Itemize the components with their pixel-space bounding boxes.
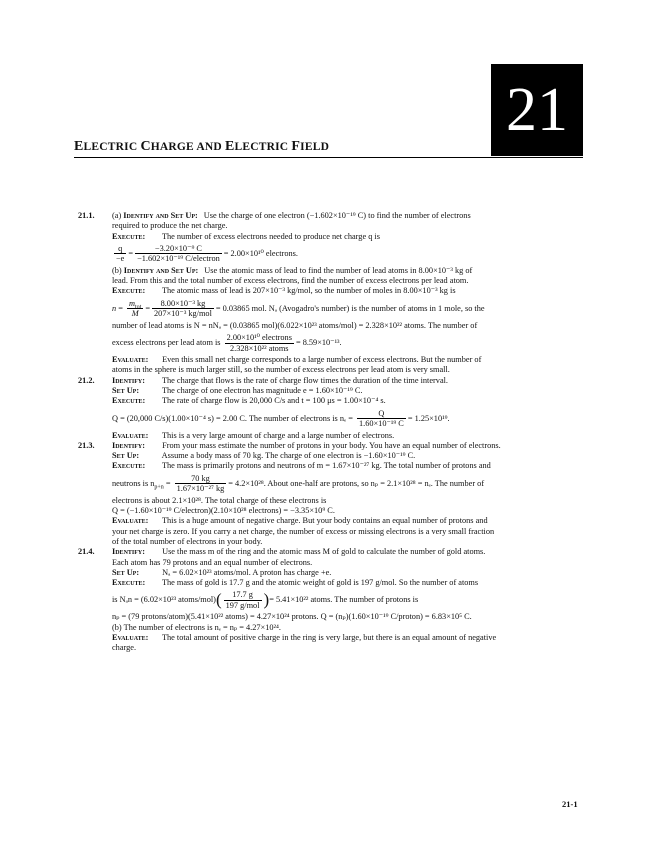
body-text: Use the charge of one electron (−1.602×10⁻¹⁹ C) to find the number of electrons	[203, 211, 471, 220]
step-label: Identify and Set Up:	[123, 265, 199, 275]
body-text: The rate of charge flow is 20,000 C/s and t = 100 μs = 1.00×10⁻⁴ s.	[161, 396, 386, 406]
body-text: The number of excess electrons needed to produce net charge q is	[161, 231, 380, 241]
solutions-content	[78, 211, 583, 654]
part-label: (b)	[112, 265, 122, 275]
body-text: Assume a body mass of 70 kg. The charge of one electron is −1.60×10⁻¹⁹ C.	[161, 451, 416, 461]
title-part: IELD	[300, 141, 330, 153]
body-text: Q = (−1.60×10⁻¹⁹ C/electron)(2.10×10²⁸ electrons) = −3.35×10⁹ C.	[112, 506, 335, 516]
chapter-number-box	[491, 64, 583, 156]
body-text: The number of electrons is nₑ = nₚ = 4.27×10²⁴.	[123, 622, 281, 632]
problem-21-2	[78, 376, 583, 441]
body-text: atoms in the sphere is much larger still, so the number of excess electrons per lead atom is very small.	[112, 365, 450, 375]
title-cap: E	[224, 139, 235, 154]
fraction-numerator: 70 kg	[175, 474, 227, 485]
title-cap: C	[140, 139, 151, 154]
page-number: 21-1	[562, 799, 578, 809]
equation: n = $\frac{m_{tot}}{M}$ = $\frac{\text{8.00×10⁻³ kg}}{\text{207×10⁻³ kg/mol}}$ = 0.03865 mol. Nₐ (Avogadro's number) is the number of atoms in 1 mole, so the	[112, 298, 485, 319]
body-text: lead. From this and the total number of excess electrons, find the number of excess electrons per lead atom.	[112, 276, 469, 286]
body-text: charge.	[112, 643, 137, 653]
fraction-denominator: −e	[116, 254, 125, 264]
fraction-numerator: Q	[357, 409, 406, 420]
title-part: LECTRIC	[234, 141, 292, 153]
problem-number: 21.1.	[78, 211, 95, 220]
body-text: Even this small net charge corresponds to a large number of excess electrons. But the number of	[162, 355, 482, 365]
body-text: Nₐ = 6.02×10²³ atoms/mol. A proton has charge +e.	[162, 567, 332, 577]
problem-number: 21.3.	[78, 440, 95, 450]
step-label: Identify:	[112, 547, 145, 557]
body-text: This is a huge amount of negative charge. But your body contains an equal number of protons and	[161, 516, 488, 526]
problem-21-3	[78, 441, 583, 547]
fraction-denominator: 207×10⁻³ kg/mol	[154, 309, 212, 319]
step-label: Set Up:	[112, 385, 140, 395]
problem-21-1	[78, 211, 583, 376]
step-label: Identify:	[112, 440, 145, 450]
step-label: Evaluate:	[112, 516, 149, 526]
equation-result: = 4.2×10²⁸. About one-half are protons, so nₚ = 2.1×10²⁸ = nₑ. The number of	[228, 478, 485, 488]
fraction-denominator: 1.67×10⁻²⁷ kg	[176, 484, 225, 494]
equation: $\frac{q}{-e}$ = $\frac{\text{−3.20×10⁻⁹ C}}{\text{−1.602×10⁻¹⁹ C/electron}}$ = 2.00×10¹⁰ electrons.	[116, 243, 298, 264]
fraction-numerator: 17.7 g	[224, 590, 262, 601]
equation-result: = 1.25×10¹⁹.	[407, 413, 450, 423]
body-text: Q = (20,000 C/s)(1.00×10⁻⁴ s) = 2.00 C. The number of electrons is nₑ =	[112, 413, 353, 423]
title-part: HARGE AND	[150, 141, 225, 153]
step-label: Set Up:	[112, 567, 140, 577]
step-label: Execute:	[112, 396, 146, 406]
equation: neutrons is $n_{p+n}$ = $\frac{70 kg}{\text{1.67×10⁻²⁷ kg}}$ = 4.2×10²⁸. About one-half are protons, so nₚ = 2.1×10²⁸ = nₑ. The number of	[112, 473, 485, 494]
title-cap: E	[74, 139, 84, 154]
body-text: The mass of gold is 17.7 g and the atomic weight of gold is 197 g/mol. So the number of atoms	[161, 578, 479, 588]
body-text: The total amount of positive charge in the ring is very large, but there is an equal amount of negative	[161, 633, 497, 643]
equation-result: = 8.59×10⁻¹³.	[295, 337, 342, 347]
part-label: (b)	[112, 622, 122, 632]
problem-number: 21.2.	[78, 375, 95, 385]
chapter-number: 21	[506, 76, 568, 144]
part-label: (a)	[112, 211, 122, 220]
problem-21-4	[78, 547, 583, 653]
body-text: The charge of one electron has magnitude e = 1.60×10⁻¹⁹ C.	[161, 385, 363, 395]
fraction-numerator: −3.20×10⁻⁹ C	[135, 244, 222, 255]
body-text: required to produce the net charge.	[112, 221, 228, 231]
step-label: Execute:	[112, 461, 146, 471]
body-text: Use the mass m of the ring and the atomic mass M of gold to calculate the number of gold atoms.	[162, 547, 486, 557]
chapter-title	[74, 139, 329, 155]
title-cap: F	[291, 139, 301, 154]
body-text: electrons is about 2.1×10²⁸. The total charge of these electrons is	[112, 495, 327, 505]
fraction-denominator: 1.60×10⁻¹⁹ C	[358, 419, 404, 429]
body-text: The mass is primarily protons and neutrons of m = 1.67×10⁻²⁷ kg. The total number of protons and	[161, 461, 491, 471]
body-text: number of lead atoms is N = nNₐ = (0.03865 mol)(6.022×10²³ atoms/mol) = 2.328×10²² atoms. The number of	[112, 320, 478, 330]
body-text: From your mass estimate the number of protons in your body. You have an equal number of electrons.	[162, 440, 501, 450]
step-label: Identify and Set Up:	[123, 211, 198, 220]
step-label: Evaluate:	[112, 355, 149, 365]
fraction-denominator: 2.328×10²² atoms	[230, 343, 289, 353]
body-text: The atomic mass of lead is 207×10⁻³ kg/mol, so the number of moles in 8.00×10⁻³ kg is	[161, 286, 456, 296]
fraction-numerator: 8.00×10⁻³ kg	[152, 299, 214, 310]
title-part: LECTRIC	[83, 141, 141, 153]
body-text: excess electrons per lead atom is	[112, 337, 221, 347]
fraction-denominator: −1.602×10⁻¹⁹ C/electron	[137, 254, 220, 264]
step-label: Identify:	[112, 375, 145, 385]
equation-result: = 0.03865 mol. Nₐ (Avogadro's number) is the number of atoms in 1 mole, so the	[215, 303, 485, 313]
body-text: This is a very large amount of charge and a large number of electrons.	[161, 430, 395, 440]
step-label: Evaluate:	[112, 633, 149, 643]
step-label: Set Up:	[112, 451, 140, 461]
fraction-numerator: q	[114, 244, 126, 255]
equation-result: = 2.00×10¹⁰ electrons.	[223, 248, 298, 258]
equation	[112, 333, 583, 353]
step-label: Execute:	[112, 231, 146, 241]
fraction-numerator: 2.00×10¹⁰ electrons	[226, 333, 292, 343]
body-text: nₚ = (79 protons/atom)(5.41×10²² atoms) = 4.27×10²⁴ protons. Q = (nₚ)(1.60×10⁻¹⁹ C/proton) = 6.83×10⁵ C.	[112, 612, 472, 622]
equation	[112, 409, 583, 429]
problem-number: 21.4.	[78, 547, 95, 557]
body-text: is Nₐn = (6.02×10²³ atoms/mol)	[112, 595, 216, 605]
title-rule	[74, 157, 583, 158]
body-text: The charge that flows is the rate of charge flow times the duration of the time interval.	[161, 375, 449, 385]
equation-result: = 5.41×10²² atoms. The number of protons is	[269, 595, 419, 605]
step-label: Execute:	[112, 286, 146, 296]
body-text: of the total number of electrons in your body.	[112, 536, 263, 546]
body-text: your net charge is zero. If you carry a net charge, the number of excess or missing electrons is a very small fraction	[112, 526, 495, 536]
equation: is Nₐn = (6.02×10²³ atoms/mol)( $\frac{17.7 g}{\text{197 g/mol}}$ )= 5.41×10²² atoms. The number of protons is	[112, 590, 419, 610]
fraction-denominator: 197 g/mol	[225, 600, 260, 610]
step-label: Execute:	[112, 578, 146, 588]
body-text: Use the atomic mass of lead to find the number of lead atoms in 8.00×10⁻³ kg of	[204, 265, 473, 275]
step-label: Evaluate:	[112, 430, 149, 440]
body-text: neutrons is n	[112, 478, 155, 488]
body-text: Each atom has 79 protons and an equal number of electrons.	[112, 557, 313, 567]
